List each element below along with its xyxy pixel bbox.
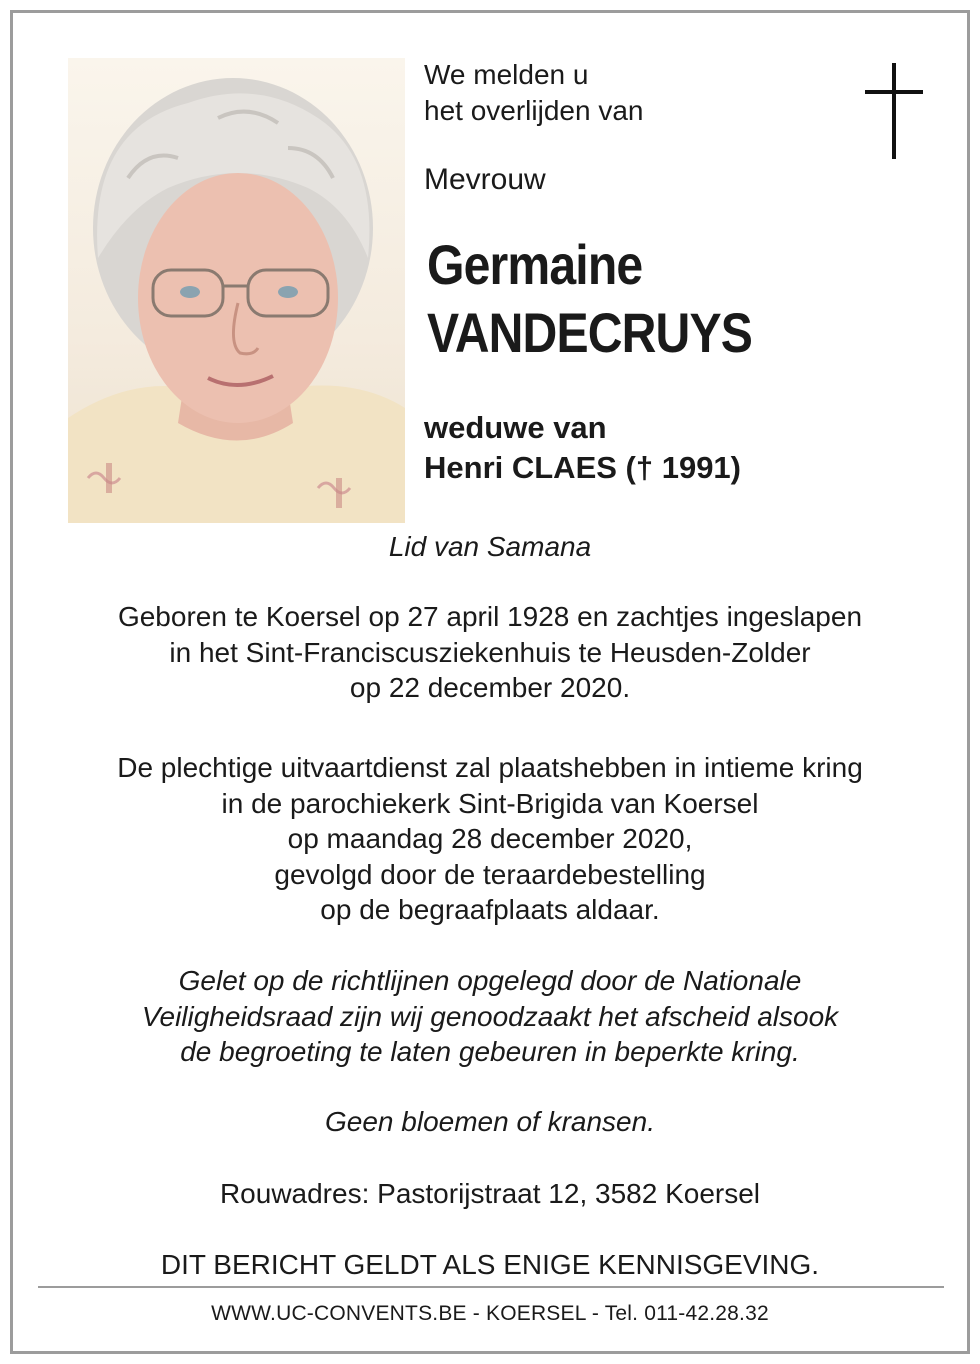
obituary-card: [10, 10, 970, 1354]
paragraph-line: de begroeting te laten gebeuren in beperkte kring.: [180, 1036, 800, 1067]
paragraph-line: in het Sint-Franciscusziekenhuis te Heusden-Zolder: [169, 636, 811, 668]
paragraph-line: Geboren te Koersel op 27 april 1928 en zachtjes ingeslapen: [117, 601, 863, 632]
paragraph-line: op 22 december 2020.: [349, 672, 631, 703]
spouse-line: Henri CLAES († 1991): [424, 450, 741, 485]
covid-paragraph: [13, 963, 967, 1070]
paragraph-line: Veiligheidsraad zijn wij genoodzaakt het afscheid alsook: [141, 1000, 839, 1032]
official-notice: DIT BERICHT GELDT ALS ENIGE KENNISGEVING.: [160, 1249, 820, 1280]
mourning-address: Rouwadres: Pastorijstraat 12, 3582 Koersel: [219, 1178, 761, 1209]
announcement-intro: [424, 57, 643, 129]
membership: Lid van Samana: [388, 531, 592, 562]
deceased-name: [427, 231, 752, 367]
first-name: Germaine: [427, 233, 643, 296]
honorific: Mevrouw: [424, 163, 546, 196]
spouse-info: [424, 408, 741, 488]
intro-line: We melden u: [424, 59, 589, 90]
birth-paragraph: [13, 599, 967, 706]
spouse-line: weduwe van: [424, 410, 607, 445]
funeral-home-footer: WWW.UC-CONVENTS.BE - KOERSEL - Tel. 011-42.28.32: [211, 1302, 769, 1325]
paragraph-line: gevolgd door de teraardebestelling: [274, 858, 706, 890]
cross-icon: [865, 63, 923, 159]
footer-divider: [38, 1286, 944, 1288]
paragraph-line: op maandag 28 december 2020,: [287, 823, 693, 854]
paragraph-line: De plechtige uitvaartdienst zal plaatshebben in intieme kring: [117, 752, 863, 783]
paragraph-line: in de parochiekerk Sint-Brigida van Koersel: [221, 787, 759, 819]
last-name: VANDECRUYS: [427, 301, 752, 364]
intro-line: het overlijden van: [424, 95, 644, 126]
paragraph-line: op de begraafplaats aldaar.: [320, 894, 660, 925]
flowers-note: Geen bloemen of kransen.: [325, 1106, 655, 1137]
paragraph-line: Gelet op de richtlijnen opgelegd door de Nationale: [178, 965, 802, 996]
funeral-paragraph: [13, 750, 967, 928]
portrait-photo: [68, 58, 405, 523]
